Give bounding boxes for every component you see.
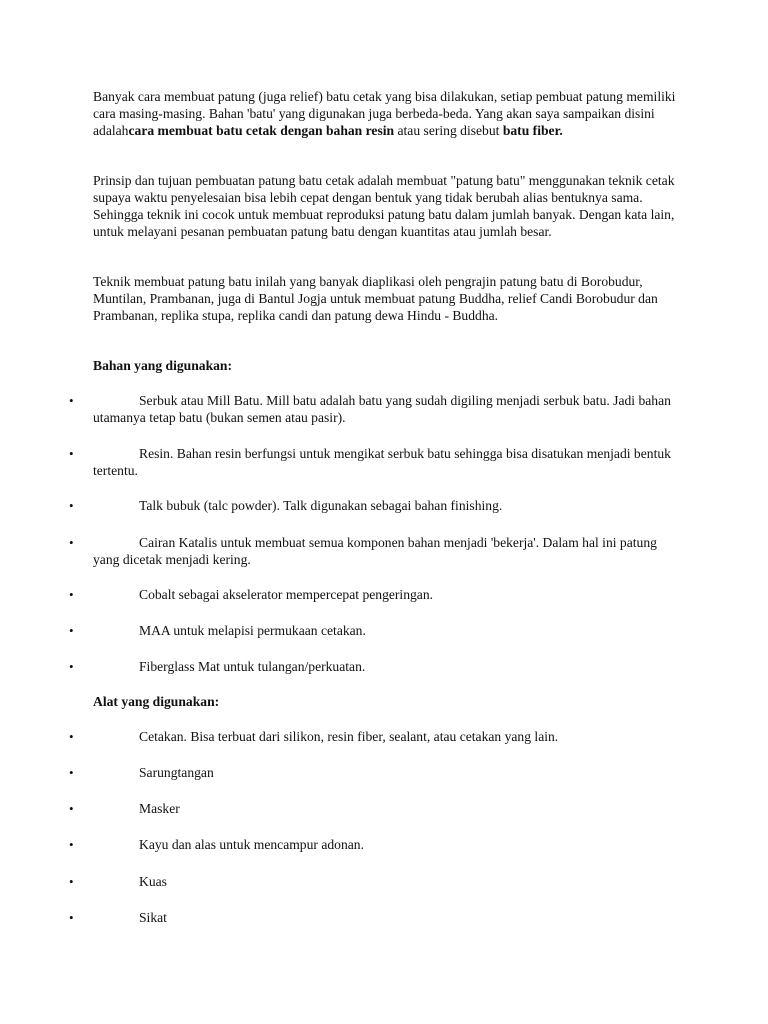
list-item: [69, 622, 683, 639]
bullet-icon: •: [69, 765, 74, 780]
list-item-text: Kayu dan alas untuk mencampur adonan.: [139, 837, 364, 852]
list-item: [69, 497, 683, 514]
list-item: [69, 728, 683, 745]
bullet-icon: •: [69, 587, 74, 602]
list-item: [69, 909, 683, 926]
bullet-icon: •: [69, 393, 74, 408]
list-item-text: Sikat: [139, 910, 167, 925]
list-item: [69, 392, 683, 426]
intro-bold-end: batu fiber.: [502, 123, 563, 138]
list-item-text: MAA untuk melapisi permukaan cetakan.: [139, 623, 366, 638]
bullet-icon: •: [69, 837, 74, 852]
list-item-text: Serbuk atau Mill Batu. Mill batu adalah batu yang sudah digiling menjadi serbuk batu. Jadi bahan utamanya tetap batu (bukan semen atau pasir).: [93, 393, 671, 425]
bullet-icon: •: [69, 659, 74, 674]
bullet-icon: •: [69, 910, 74, 925]
intro-bold-phrase: cara membuat batu cetak dengan bahan resin: [128, 123, 395, 138]
list-item: [69, 873, 683, 890]
bullet-icon: •: [69, 623, 74, 638]
intro-paragraph: [93, 88, 683, 139]
bullet-icon: •: [69, 874, 74, 889]
list-item: [69, 836, 683, 853]
bullet-icon: •: [69, 446, 74, 461]
list-item-text: Cairan Katalis untuk membuat semua komponen bahan menjadi 'bekerja'. Dalam hal ini patung yang dicetak menjadi kering.: [93, 535, 657, 567]
list-item-text: Masker: [139, 801, 180, 816]
intro-text: Banyak cara membuat patung (juga relief) batu cetak yang bisa dilakukan, setiap pembuat patung memiliki cara masing-masing. Bahan 'batu' yang digunakan juga berbeda-beda. Yang akan saya sampaikan disini adalah: [93, 89, 676, 138]
list-item: [69, 764, 683, 781]
materials-heading: Bahan yang digunakan:: [93, 358, 233, 373]
list-item: [69, 658, 683, 675]
bullet-icon: •: [69, 498, 74, 513]
bullet-icon: •: [69, 729, 74, 744]
bullet-icon: •: [69, 535, 74, 550]
list-item: [69, 534, 683, 568]
list-item-text: Cobalt sebagai akselerator mempercepat pengeringan.: [139, 587, 434, 602]
list-item-text: Resin. Bahan resin berfungsi untuk mengikat serbuk batu sehingga bisa disatukan menjadi bentuk tertentu.: [93, 446, 671, 478]
list-item-text: Cetakan. Bisa terbuat dari silikon, resin fiber, sealant, atau cetakan yang lain.: [139, 729, 559, 744]
list-item: [69, 445, 683, 479]
bullet-icon: •: [69, 801, 74, 816]
list-item-text: Kuas: [139, 874, 167, 889]
principle-paragraph: Prinsip dan tujuan pembuatan patung batu cetak adalah membuat "patung batu" menggunakan teknik cetak supaya waktu penyelesaian bisa lebih cepat dengan bentuk yang tidak berubah alias bentuknya sama. Sehingga teknik ini cocok untuk membuat reproduksi patung batu dalam jumlah banyak. Dengan kata lain, untuk melayani pesanan pembuatan patung batu dengan kuantitas atau jumlah besar.: [93, 173, 675, 239]
technique-paragraph: Teknik membuat patung batu inilah yang banyak diaplikasi oleh pengrajin patung batu di Borobudur, Muntilan, Prambanan, juga di Bantul Jogja untuk membuat patung Buddha, relief Candi Borobudur dan Prambanan, replika stupa, replika candi dan patung dewa Hindu - Buddha.: [93, 274, 658, 323]
list-item-text: Sarungtangan: [139, 765, 214, 780]
list-item: [69, 800, 683, 817]
intro-middle-text: atau sering disebut: [394, 123, 503, 138]
list-item: [69, 586, 683, 603]
list-item-text: Talk bubuk (talc powder). Talk digunakan sebagai bahan finishing.: [139, 498, 503, 513]
list-item-text: Fiberglass Mat untuk tulangan/perkuatan.: [139, 659, 366, 674]
tools-heading: Alat yang digunakan:: [93, 694, 220, 709]
